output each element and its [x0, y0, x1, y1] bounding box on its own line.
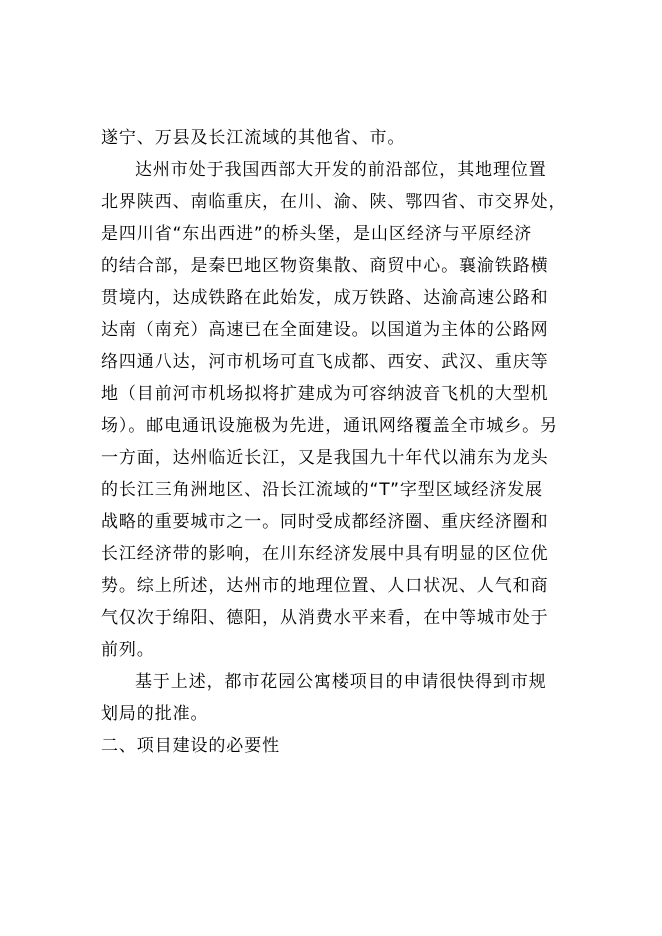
paragraph-line: 的结合部，是秦巴地区物资集散、商贸中心。襄渝铁路横: [101, 256, 549, 276]
paragraph-line: 场）。邮电通讯设施极为先进，通讯网络覆盖全市城乡。另: [101, 416, 558, 436]
paragraph-line: 达州市处于我国西部大开发的前沿部位，其地理位置: [135, 160, 547, 180]
paragraph-line: 是四川省“东出西进”的桥头堡，是山区经济与平原经济: [101, 224, 533, 244]
paragraph-line: 长江经济带的影响，在川东经济发展中具有明显的区位优: [101, 544, 549, 564]
paragraph-line: 遂宁、万县及长江流域的其他省、市。: [101, 128, 406, 148]
paragraph-line: 的长江三角洲地区、沿长江流域的“T”字型区域经济发展: [101, 480, 544, 500]
paragraph-line: 气仅次于绵阳、德阳，从消费水平来看，在中等城市处于: [101, 608, 549, 628]
paragraph-line: 划局的批准。: [101, 704, 209, 724]
section-heading: 二、项目建设的必要性: [101, 736, 280, 756]
body-text: [101, 122, 567, 762]
paragraph-line: 北界陕西、南临重庆，在川、渝、陕、鄂四省、市交界处，: [101, 192, 567, 212]
paragraph-line: 络四通八达，河市机场可直飞成都、西安、武汉、重庆等: [101, 352, 549, 372]
paragraph-line: 地（目前河市机场拟将扩建成为可容纳波音飞机的大型机: [101, 384, 549, 404]
paragraph-line: 前列。: [101, 640, 155, 660]
paragraph-line: 达南（南充）高速已在全面建设。以国道为主体的公路网: [101, 320, 549, 340]
paragraph-line: 势。综上所述，达州市的地理位置、人口状况、人气和商: [101, 576, 549, 596]
paragraph-line: 基于上述，都市花园公寓楼项目的申请很快得到市规: [135, 672, 547, 692]
paragraph-line: 战略的重要城市之一。同时受成都经济圈、重庆经济圈和: [101, 512, 549, 532]
paragraph-line: 一方面，达州临近长江，又是我国九十年代以浦东为龙头: [101, 448, 549, 468]
paragraph-line: 贯境内，达成铁路在此始发，成万铁路、达渝高速公路和: [101, 288, 549, 308]
